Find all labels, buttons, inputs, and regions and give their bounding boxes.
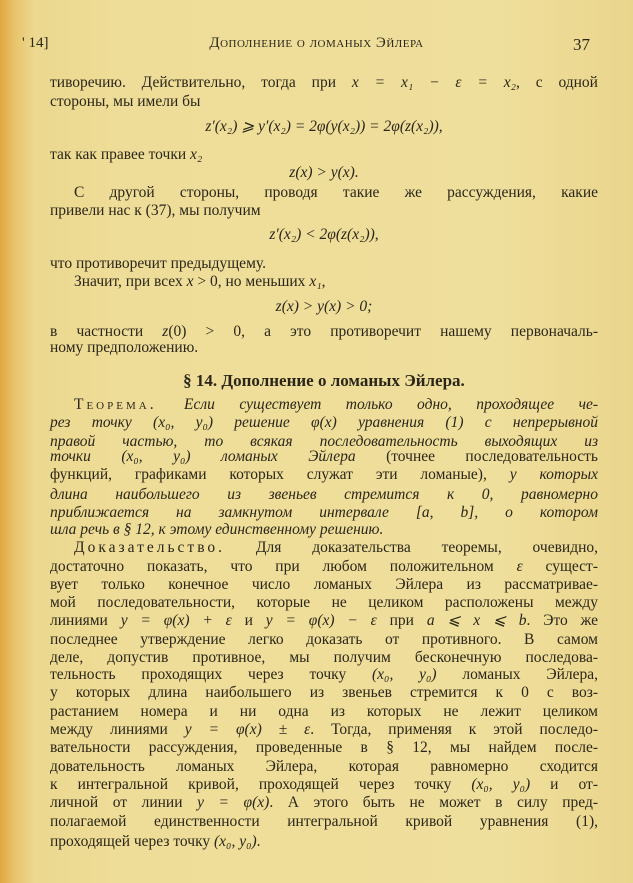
text-line <box>50 813 598 831</box>
text-segment: между линиями <box>50 721 185 738</box>
text-segment: x₁ <box>309 273 322 290</box>
text-segment: довательность ломаных Эйлера, которая равномерно сходится <box>50 758 598 775</box>
text-segment: Значит, при всех <box>74 273 187 290</box>
text-segment: (точнее последовательность <box>355 448 598 465</box>
text-line <box>50 649 598 667</box>
text-segment: § 14. Дополнение о ломаных Эйлера. <box>183 371 465 390</box>
text-line <box>50 703 598 721</box>
text-segment: вует только конечное число ломаных Эйлера из рассматривае- <box>50 576 598 593</box>
text-segment: тельность проходящих через точку <box>50 666 373 683</box>
text-segment: y = φ(x) + ε <box>120 612 232 629</box>
text-segment: y = φ(x) <box>197 794 270 811</box>
text-segment: Теорема. <box>74 396 185 413</box>
text-segment: и <box>231 612 266 629</box>
text-line <box>50 739 598 757</box>
text-segment: . Тогда, применяя к этой последо- <box>310 721 598 738</box>
text-segment: С другой стороны, проводя такие же рассуждения, какие <box>74 184 598 201</box>
text-line <box>50 414 598 432</box>
text-line <box>50 684 598 702</box>
text-line <box>50 721 598 739</box>
text-segment: x₂ <box>190 146 203 163</box>
text-line <box>50 794 598 812</box>
text-line <box>50 833 598 851</box>
text-segment: z′(x₂) < 2φ(z(x₂)), <box>269 226 379 243</box>
page-number: 37 <box>573 35 590 54</box>
text-segment: что противоречит предыдущему. <box>50 255 266 272</box>
text-segment: > 0, но меньших <box>193 273 310 290</box>
text-segment: x <box>186 273 194 290</box>
text-line <box>50 466 598 484</box>
text-segment: сущест- <box>522 558 598 575</box>
text-line <box>50 758 598 776</box>
text-segment: у которых <box>509 466 598 483</box>
text-segment: (x₀, y₀) <box>471 776 531 793</box>
text-line <box>74 539 598 557</box>
text-segment: последнее утверждение легко доказать от противного. В самом <box>50 631 598 648</box>
formula-line <box>50 226 598 244</box>
running-title: Дополнение о ломаных Эйлера <box>209 35 424 51</box>
text-segment: к интегральной кривой, проходящей через точку <box>50 776 472 793</box>
text-segment: проходящей через точку <box>50 833 215 850</box>
text-segment: y = φ(x) ± ε <box>184 721 311 738</box>
text-segment: деле, допустив противное, мы получим бесконечную последова- <box>50 649 598 666</box>
text-line <box>50 146 598 164</box>
text-line <box>50 74 598 92</box>
text-segment: Для доказательства теоремы, очевидно, <box>225 539 598 556</box>
text-line <box>50 776 598 794</box>
text-line <box>50 594 598 612</box>
text-segment: z(x) > y(x). <box>289 164 359 181</box>
text-segment: привели нас к (37), мы получим <box>50 202 261 219</box>
text-segment: вательности рассуждения, проведенные в § 12, мы найдем после- <box>50 739 598 756</box>
text-line <box>50 558 598 576</box>
text-segment: Доказательство. <box>74 539 226 556</box>
text-segment: рез точку (x₀, y₀) решение φ(x) уравнения (1) с непрерывной <box>50 414 598 431</box>
text-line <box>50 504 598 522</box>
text-segment: . <box>256 833 261 850</box>
text-segment: шла речь в § 12, к этому единственному решению. <box>50 521 384 538</box>
text-segment: . А этого быть не может в силу пред- <box>269 794 598 811</box>
formula-line <box>50 298 598 316</box>
text-segment: линиями <box>50 612 121 629</box>
text-segment: полагаемой единственности интегральной кривой уравнения (1), <box>50 813 598 830</box>
text-segment: (x₀, y₀) <box>214 833 257 850</box>
text-segment: , с одной <box>515 74 598 91</box>
section-heading <box>50 372 598 390</box>
text-segment: функций, графиками которых служат эти ломаные), <box>50 466 510 483</box>
text-segment: у которых длина наибольшего из звеньев стремится к 0 с воз- <box>50 684 598 701</box>
text-segment: . Это же <box>526 612 599 629</box>
text-segment: z(x) > y(x) > 0; <box>275 298 373 315</box>
text-segment: a ⩽ x ⩽ b <box>426 612 527 629</box>
text-segment: в частности <box>50 323 163 340</box>
text-segment: z <box>162 323 169 340</box>
formula-line <box>50 164 598 182</box>
text-line <box>50 486 598 504</box>
text-line <box>74 184 598 202</box>
text-segment: (0) > 0, а это противоречит нашему первоначаль- <box>168 323 598 340</box>
text-line <box>74 273 598 291</box>
text-line <box>50 576 598 594</box>
text-line <box>50 612 598 630</box>
text-segment: и от- <box>530 776 598 793</box>
text-segment: y = φ(x) − ε <box>265 612 377 629</box>
section-number: ' 14] <box>22 35 49 51</box>
text-line <box>50 93 598 111</box>
text-line <box>50 448 598 466</box>
text-segment: ε <box>516 558 523 575</box>
text-segment: , <box>321 273 326 290</box>
text-segment: тиворечию. Действительно, тогда при <box>50 74 352 91</box>
text-segment: при <box>376 612 427 629</box>
text-segment: личной от линии <box>50 794 198 811</box>
text-segment: растанием номера и ни одна из которых не лежит целиком <box>50 703 598 720</box>
text-segment: длина наибольшего из звеньев стремится к 0, равномерно <box>50 486 598 503</box>
text-segment: правой частью, то всякая последовательность выходящих из <box>50 433 598 450</box>
text-line <box>74 396 598 414</box>
text-segment: достаточно показать, что при любом положительном <box>50 558 517 575</box>
text-segment: x = x₁ − ε = x₂ <box>351 74 516 91</box>
text-segment: мой последовательности, которые не целиком расположены между <box>50 594 598 611</box>
text-line <box>50 339 598 357</box>
text-line <box>50 202 598 220</box>
text-segment: ломаных Эйлера, <box>436 666 598 683</box>
text-line <box>50 631 598 649</box>
text-segment: Если существует только одно, проходящее че- <box>184 396 598 413</box>
text-segment: стороны, мы имели бы <box>50 93 201 110</box>
text-segment: приближается на замкнутом интервале [a, b], о котором <box>50 504 598 521</box>
text-segment: z′(x₂) ⩾ y′(x₂) = 2φ(y(x₂)) = 2φ(z(x₂)), <box>205 118 443 135</box>
text-segment: точки (x₀, y₀) ломаных Эйлера <box>50 448 356 465</box>
text-segment: (x₀, y₀) <box>372 666 437 683</box>
text-segment: так как правее точки <box>50 146 191 163</box>
text-segment: ному предположению. <box>50 339 199 356</box>
formula-line <box>50 118 598 136</box>
text-line <box>50 255 598 273</box>
text-line <box>50 521 598 539</box>
text-line <box>50 666 598 684</box>
